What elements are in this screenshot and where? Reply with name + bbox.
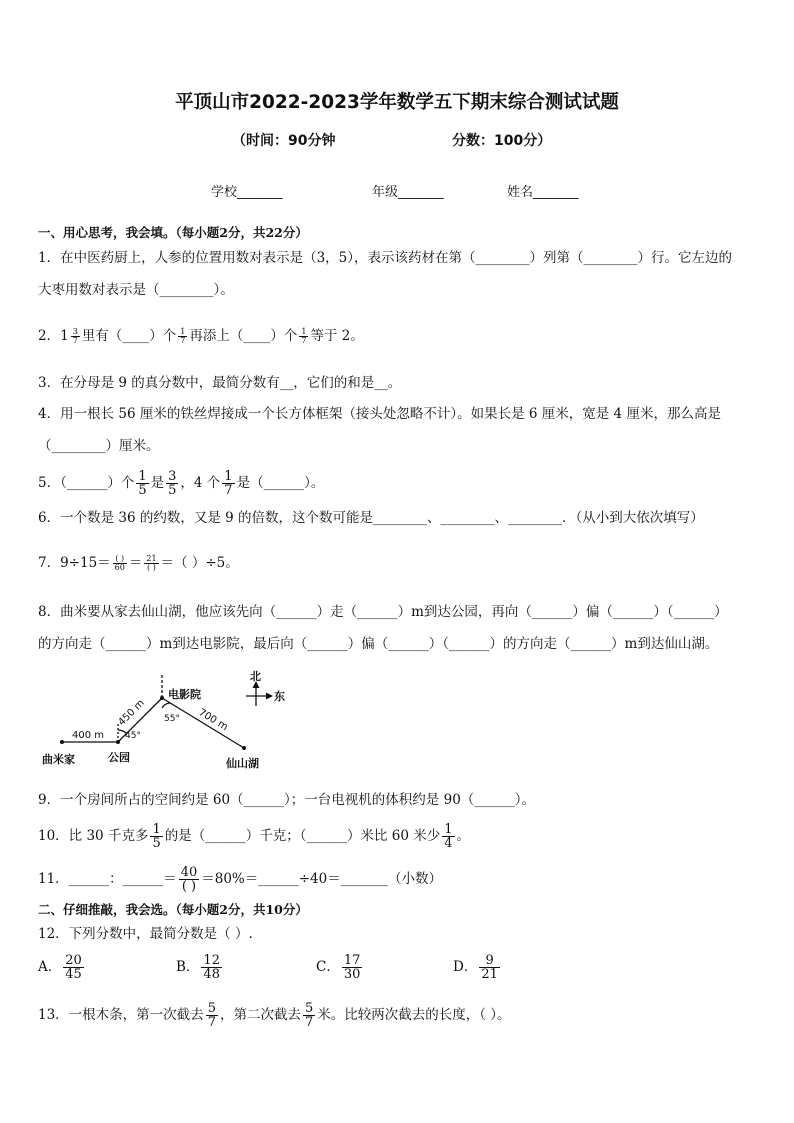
section-heading-fill: 一、用心思考，我会填。（每小题2分，共22分）	[38, 225, 308, 240]
angle-arc-cinema	[162, 703, 170, 708]
question-1-line-1: 1．在中医药厨上，人参的位置用数对表示是（3，5），表示该药材在第（________）列第（________）行。它左边的	[38, 250, 733, 266]
q2-part-3: 再添上（____）个	[189, 328, 298, 344]
question-2	[38, 326, 364, 346]
q10-text-1: 10．比 30 千克多	[38, 828, 149, 844]
q10-text-2: 的是（______）千克；（______）米比 60 米少	[164, 828, 441, 844]
label-distance-1: 400 m	[72, 730, 105, 741]
q7-text-3: ＝（ ）÷5。	[160, 555, 239, 571]
q7-text-1: 7．9÷15＝	[38, 555, 111, 571]
label-angle-park: 45°	[125, 731, 141, 741]
q2-part-2: 里有（____）个	[81, 328, 177, 344]
question-8-line-2: 的方向走（______）m到达电影院，最后向（______）偏（______）（______）的方向走（______）m到达仙山湖。	[38, 636, 719, 652]
q13-fraction-1: $\frac{5}{7}$	[207, 1001, 216, 1030]
question-11	[38, 866, 442, 893]
q5-fraction-1: $\frac{1}{5}$	[138, 469, 147, 498]
school-field[interactable]: 学校_______	[211, 185, 283, 200]
q5-text-3: ，4 个	[180, 475, 221, 491]
q12-option-b[interactable]: B． $\frac{12}{48}$	[176, 953, 220, 982]
question-4-line-2: （________）厘米。	[38, 438, 160, 454]
lake-point	[242, 746, 246, 750]
q13-fraction-2: $\frac{5}{7}$	[304, 1001, 314, 1030]
question-12: 12．下列分数中，最简分数是（ ）.	[38, 926, 253, 942]
q10-text-3: 。	[456, 828, 471, 844]
q7-fraction-1: $\frac{( )}{60}$	[114, 554, 125, 572]
label-park: 公园	[108, 751, 130, 764]
home-point	[60, 740, 64, 744]
q13-text-1: 13．一根木条，第一次截去	[38, 1007, 204, 1023]
q5-text-2: 是	[150, 475, 165, 491]
compass-east-arrow	[266, 693, 273, 700]
question-8-line-1: 8．曲米要从家去仙山湖，他应该先向（______）走（______）m到达公园，再向（______）偏（______）（______）	[38, 604, 728, 620]
q7-fraction-2: $\frac{21}{( )}$	[146, 554, 157, 572]
q5-fraction-2: $\frac{3}{5}$	[168, 469, 177, 498]
label-east: 东	[274, 690, 285, 703]
question-5	[38, 470, 324, 497]
question-7	[38, 553, 239, 573]
q2-part-4: 等于 2。	[310, 328, 364, 344]
q12-option-c[interactable]: C． $\frac{17}{30}$	[316, 953, 361, 982]
question-9: 9．一个房间所占的空间约是 60（______）；一台电视机的体积约是 90（______）。	[38, 792, 536, 808]
section-heading-choice: 二、仔细推敲，我会选。（每小题2分，共10分）	[38, 902, 308, 917]
q2-mixed-fraction: $\frac{3}{7}$	[72, 327, 78, 345]
question-13	[38, 1002, 511, 1029]
name-field[interactable]: 姓名_______	[507, 185, 579, 200]
q2-unit-fraction-2: $\frac{1}{7}$	[301, 327, 307, 345]
page-title: 平顶山市2022-2023学年数学五下期末综合测试试题	[175, 92, 619, 113]
q2-prefix: 2．1	[38, 328, 69, 344]
cinema-point	[160, 696, 164, 700]
exam-time: （时间：90分钟	[232, 133, 336, 149]
grade-field[interactable]: 年级_______	[372, 185, 444, 200]
q13-text-2: ，第二次截去	[219, 1007, 301, 1023]
q12-option-a[interactable]: A． $\frac{20}{45}$	[38, 953, 82, 982]
label-home: 曲米家	[42, 753, 75, 766]
label-cinema: 电影院	[168, 688, 201, 701]
q7-text-2: ＝	[128, 555, 143, 571]
q11-fraction: $\frac{40}{( )}$	[180, 865, 198, 894]
q5-fraction-3: $\frac{1}{7}$	[224, 469, 233, 498]
q5-text-1: 5．（______）个	[38, 475, 135, 491]
q11-text-1: 11．______：______＝	[38, 871, 177, 887]
q12-option-d[interactable]: D． $\frac{9}{21}$	[453, 953, 498, 982]
question-4-line-1: 4．用一根长 56 厘米的铁丝焊接成一个长方体框架（接头处忽略不计）。如果长是 6 厘米，宽是 4 厘米，那么高是	[38, 406, 721, 422]
question-1-line-2: 大枣用数对表示是（________）。	[38, 282, 234, 298]
park-point	[116, 740, 120, 744]
q10-fraction-1: $\frac{1}{5}$	[152, 822, 161, 851]
q11-text-2: ＝80%＝______÷40＝_______（小数）	[201, 871, 442, 887]
label-angle-cinema: 55°	[164, 714, 180, 724]
question-6: 6．一个数是 36 的约数，又是 9 的倍数，这个数可能是________、________、________．（从小到大依次填写）	[38, 510, 704, 526]
label-distance-2: 450 m	[116, 697, 147, 729]
exam-score: 分数：100分）	[452, 133, 552, 149]
label-north: 北	[250, 670, 261, 683]
label-distance-3: 700 m	[196, 707, 230, 734]
route-diagram	[38, 668, 298, 780]
q2-unit-fraction-1: $\frac{1}{7}$	[180, 327, 186, 345]
q10-fraction-2: $\frac{1}{4}$	[444, 822, 453, 851]
question-10	[38, 823, 470, 850]
label-lake: 仙山湖	[226, 757, 259, 770]
q5-text-4: 是（______）。	[236, 475, 325, 491]
q13-text-3: 米。比较两次截去的长度，（ ）。	[317, 1007, 511, 1023]
question-3: 3．在分母是 9 的真分数中，最简分数有__，它们的和是__。	[38, 375, 402, 391]
